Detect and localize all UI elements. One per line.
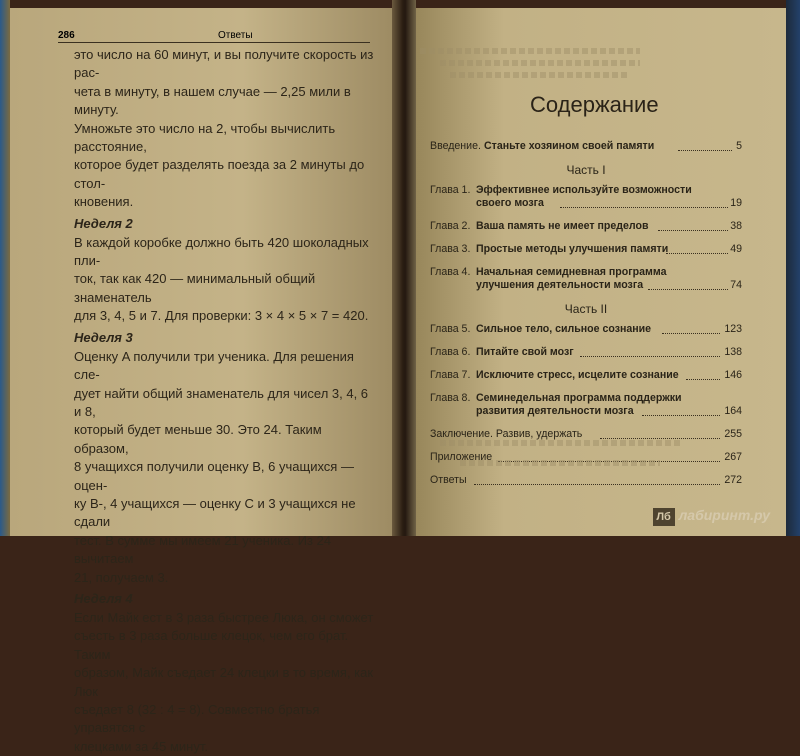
text-line: которое будет разделять поезда за 2 минуты до стол-: [74, 157, 365, 191]
watermark: [653, 507, 770, 526]
show-through-text: [460, 460, 660, 466]
leader-dots: [658, 229, 728, 231]
toc-entry-label: Заключение. Развив, удержать: [430, 428, 583, 440]
toc-entry: [430, 474, 742, 487]
show-through-text: [420, 48, 640, 54]
toc-page-number: 272: [724, 474, 742, 486]
text-line: это число на 60 минут, и вы получите скорость из рас-: [74, 47, 374, 81]
leader-dots: [474, 483, 720, 485]
chapter-number: Глава 4.: [430, 266, 471, 278]
text-line: дует найти общий знаменатель для чисел 3, 4, 6 и 8,: [74, 385, 369, 419]
leader-dots: [600, 437, 720, 439]
page-number: 286: [58, 30, 75, 41]
leader-dots: [666, 252, 728, 254]
leader-dots: [648, 288, 728, 290]
toc-page-number: 5: [736, 140, 742, 152]
toc-entry: [430, 220, 742, 233]
show-through-text: [450, 72, 630, 78]
text-line: клецками за 45 минут.: [74, 738, 208, 754]
toc-page-number: 267: [724, 451, 742, 463]
toc-entry-title-cont: своего мозга: [476, 197, 544, 209]
toc-entry-label: Ответы: [430, 474, 467, 486]
chapter-number: Глава 3.: [430, 243, 471, 255]
toc-entry-title-cont: улучшения деятельности мозга: [476, 279, 644, 291]
toc-entry: [430, 392, 742, 418]
toc-page-number: 164: [724, 405, 742, 417]
toc-page-number: 49: [730, 243, 742, 255]
toc-page-number: 123: [724, 323, 742, 335]
book-cover-edge-right: [786, 0, 800, 536]
part-heading: Часть II: [564, 302, 608, 316]
running-head-title: Ответы: [218, 30, 253, 41]
leader-dots: [662, 332, 720, 334]
toc-entry-title-cont: развития деятельности мозга: [476, 405, 634, 417]
toc-entry: [430, 184, 742, 210]
toc-entry-title: Ваша память не имеет пределов: [476, 220, 649, 232]
text-line: В каждой коробке должно быть 420 шоколадных пли-: [74, 234, 369, 269]
toc-page-number: 255: [724, 428, 742, 440]
toc-entry-title: Станьте хозяином своей памяти: [484, 140, 655, 152]
section-heading: Неделя 4: [74, 590, 133, 606]
part-heading: Часть I: [566, 163, 606, 177]
toc-entry-title: Семинедельная программа поддержки: [476, 392, 682, 404]
toc-page-number: 38: [730, 220, 742, 232]
book-spine: [392, 0, 416, 536]
text-line: для 3, 4, 5 и 7. Для проверки: 3 × 4 × 5 × 7 = 420.: [74, 308, 369, 324]
toc-page-number: 146: [724, 369, 742, 381]
text-line: Если Майк ест в 3 раза быстрее Люка, он сможет: [74, 609, 374, 625]
chapter-number: Глава 1.: [430, 184, 471, 196]
book-cover-edge-left: [0, 0, 10, 536]
toc-entry: [430, 243, 742, 256]
text-line: съесть в 3 раза больше клецок, чем его брат. Таким: [74, 628, 349, 662]
toc-title: Содержание: [530, 92, 659, 117]
text-line: 8 учащихся получили оценку B, 6 учащихся — оцен-: [74, 459, 354, 493]
toc-entry-label: Приложение: [430, 451, 493, 463]
toc-entry: [430, 346, 742, 359]
chapter-number: Глава 6.: [430, 346, 471, 358]
toc-entry: [430, 140, 742, 153]
toc-entry-title: Начальная семидневная программа: [476, 266, 667, 278]
leader-dots: [686, 378, 720, 380]
running-header: [58, 24, 370, 43]
leader-dots: [560, 206, 728, 208]
toc-entry: [430, 266, 742, 292]
text-line: ток, так как 420 — минимальный общий знаменатель: [74, 271, 316, 305]
answers-text: [58, 46, 376, 756]
toc-entry-title: Эффективнее используйте возможности: [476, 184, 692, 196]
text-line: образом, Майк съедает 24 клецки в то время, как Люк: [74, 665, 374, 699]
leader-dots: [678, 149, 732, 151]
section-heading: Неделя 2: [74, 215, 133, 231]
text-line: 21, получаем 3.: [74, 569, 169, 585]
toc-entry-label: Введение.: [430, 140, 481, 152]
toc-page-number: 19: [730, 197, 742, 209]
text-line: чета в минуту, в нашем случае — 2,25 мили в минуту.: [74, 83, 351, 118]
show-through-text: [440, 440, 680, 446]
chapter-number: Глава 8.: [430, 392, 471, 404]
toc-entry: [430, 323, 742, 336]
toc-entry-title: Исключите стресс, исцелите сознание: [476, 369, 679, 381]
leader-dots: [642, 414, 720, 416]
text-line: съедает 8 (32 : 4 = 8). Совместно братья управятся с: [74, 702, 320, 736]
toc-entry-title: Простые методы улучшения памяти: [476, 243, 669, 255]
toc-entry: [430, 369, 742, 382]
toc-page-number: 138: [724, 346, 742, 358]
toc-page-number: 74: [730, 279, 742, 291]
show-through-text: [440, 60, 640, 66]
chapter-number: Глава 2.: [430, 220, 471, 232]
toc-entry-title: Сильное тело, сильное сознание: [476, 323, 652, 335]
text-line: тест. В сумме мы имеем 21 ученика. Из 24 вычитаем: [74, 532, 332, 567]
text-line: который будет меньше 30. Это 24. Таким образом,: [74, 422, 322, 456]
text-line: Оценку A получили три ученика. Для решения сле-: [74, 348, 354, 383]
watermark-text: лабиринт.ру: [678, 507, 770, 523]
section-heading: Неделя 3: [74, 329, 133, 345]
leader-dots: [580, 355, 720, 357]
chapter-number: Глава 7.: [430, 369, 471, 381]
text-line: кновения.: [74, 194, 134, 210]
text-line: Умножьте это число на 2, чтобы вычислить расстояние,: [74, 120, 336, 155]
chapter-number: Глава 5.: [430, 323, 471, 335]
text-line: ку B-, 4 учащихся — оценку C и 3 учащихся не сдали: [74, 495, 356, 530]
watermark-badge: Лб: [653, 508, 675, 526]
toc-entry-title: Питайте свой мозг: [476, 346, 574, 358]
